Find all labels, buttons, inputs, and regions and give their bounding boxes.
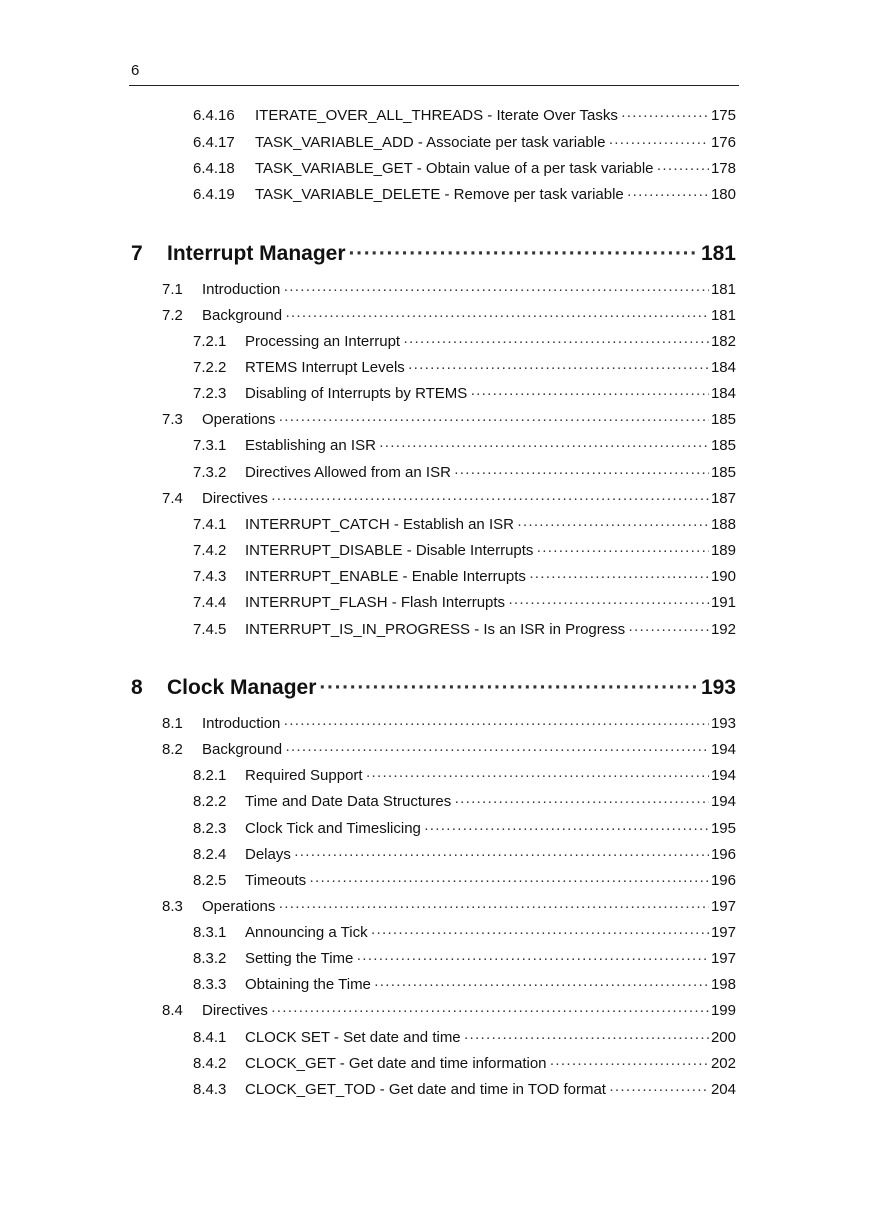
toc-entry-title: Directives Allowed from an ISR <box>245 464 451 481</box>
dot-leader <box>609 1081 709 1098</box>
toc-entry-number: 7 <box>131 242 143 265</box>
toc-entry-page: 202 <box>710 1055 736 1072</box>
toc-entry-title: Clock Manager <box>167 676 317 699</box>
toc-entry-title: Obtaining the Time <box>245 976 371 993</box>
toc-chapter-entry[interactable] <box>131 242 736 266</box>
dot-leader <box>283 281 709 298</box>
toc-entry-number: 7.2.3 <box>193 385 227 402</box>
toc-entry-number: 6.4.19 <box>193 186 235 203</box>
toc-entry-number: 8.3 <box>162 898 183 915</box>
dot-leader <box>278 411 709 428</box>
toc-entry-page: 194 <box>710 767 736 784</box>
dot-leader <box>271 490 709 507</box>
toc-subsection-entry[interactable] <box>193 621 736 638</box>
toc-entry-title: Disabling of Interrupts by RTEMS <box>245 385 468 402</box>
toc-entry-title: Background <box>202 741 283 758</box>
toc-section-entry[interactable] <box>162 281 736 298</box>
dot-leader <box>470 385 709 402</box>
toc-entry-number: 7.1 <box>162 281 183 298</box>
toc-subsection-entry[interactable] <box>193 160 736 177</box>
toc-entry-title: Background <box>202 307 283 324</box>
toc-entry-number: 8.2 <box>162 741 183 758</box>
toc-entry-title: Introduction <box>202 281 281 298</box>
toc-entry-title: CLOCK_GET_TOD - Get date and time in TOD format <box>245 1081 606 1098</box>
toc-entry-number: 8.1 <box>162 715 183 732</box>
toc-subsection-entry[interactable] <box>193 568 736 585</box>
toc-entry-number: 8 <box>131 676 143 699</box>
toc-entry-title: Setting the Time <box>245 950 354 967</box>
dot-leader <box>366 767 709 784</box>
toc-entry-page: 185 <box>710 411 736 428</box>
toc-entry-page: 196 <box>710 872 736 889</box>
toc-section-entry[interactable] <box>162 741 736 758</box>
toc-subsection-entry[interactable] <box>193 186 736 203</box>
toc-entry-page: 181 <box>700 242 736 265</box>
toc-entry-number: 8.3.1 <box>193 924 227 941</box>
toc-entry-number: 7.2 <box>162 307 183 324</box>
dot-leader <box>628 621 709 638</box>
toc-entry-title: INTERRUPT_CATCH - Establish an ISR <box>245 516 514 533</box>
toc-entry-page: 199 <box>710 1002 736 1019</box>
toc-entry-title: Timeouts <box>245 872 307 889</box>
toc-entry-title: Delays <box>245 846 291 863</box>
toc-entry-number: 8.4.2 <box>193 1055 227 1072</box>
toc-subsection-entry[interactable] <box>193 950 736 967</box>
toc-subsection-entry[interactable] <box>193 1029 736 1046</box>
dot-leader <box>371 924 709 941</box>
toc-subsection-entry[interactable] <box>193 542 736 559</box>
toc-entry-page: 188 <box>710 516 736 533</box>
toc-entry-title: TASK_VARIABLE_GET - Obtain value of a per task variable <box>255 160 654 177</box>
dot-leader <box>283 715 709 732</box>
toc-subsection-entry[interactable] <box>193 820 736 837</box>
toc-entry-number: 8.2.2 <box>193 793 227 810</box>
toc-entry-title: Announcing a Tick <box>245 924 368 941</box>
toc-entry-title: Directives <box>202 1002 268 1019</box>
dot-leader <box>536 542 709 559</box>
toc-subsection-entry[interactable] <box>193 107 736 124</box>
toc-chapter-entry[interactable] <box>131 676 736 700</box>
toc-section-entry[interactable] <box>162 1002 736 1019</box>
toc-entry-number: 6.4.16 <box>193 107 235 124</box>
toc-subsection-entry[interactable] <box>193 1081 736 1098</box>
toc-entry-title: Establishing an ISR <box>245 437 376 454</box>
toc-entry-title: Required Support <box>245 767 363 784</box>
toc-subsection-entry[interactable] <box>193 872 736 889</box>
toc-entry-page: 187 <box>710 490 736 507</box>
dot-leader <box>356 950 709 967</box>
dot-leader <box>464 1029 709 1046</box>
toc-entry-page: 185 <box>710 437 736 454</box>
toc-entry-number: 6.4.18 <box>193 160 235 177</box>
header-rule <box>129 85 739 86</box>
toc-entry-title: ITERATE_OVER_ALL_THREADS - Iterate Over Tasks <box>255 107 618 124</box>
toc-entry-title: Operations <box>202 898 276 915</box>
toc-section-entry[interactable] <box>162 715 736 732</box>
toc-entry-title: Time and Date Data Structures <box>245 793 452 810</box>
toc-entry-page: 184 <box>710 359 736 376</box>
toc-entry-number: 7.4 <box>162 490 183 507</box>
dot-leader <box>657 160 709 177</box>
toc-entry-page: 194 <box>710 741 736 758</box>
toc-subsection-entry[interactable] <box>193 437 736 454</box>
toc-entry-number: 8.3.2 <box>193 950 227 967</box>
toc-section-entry[interactable] <box>162 898 736 915</box>
dot-leader <box>319 676 699 700</box>
toc-entry-title: Processing an Interrupt <box>245 333 401 350</box>
toc-entry-number: 7.4.4 <box>193 594 227 611</box>
dot-leader <box>408 359 709 376</box>
toc-entry-title: CLOCK_GET - Get date and time information <box>245 1055 547 1072</box>
toc-entry-number: 7.4.2 <box>193 542 227 559</box>
toc-entry-title: CLOCK SET - Set date and time <box>245 1029 461 1046</box>
toc-entry-page: 193 <box>700 676 736 699</box>
toc-subsection-entry[interactable] <box>193 767 736 784</box>
dot-leader <box>529 568 709 585</box>
toc-entry-title: Introduction <box>202 715 281 732</box>
toc-entry-number: 8.4.1 <box>193 1029 227 1046</box>
toc-entry-page: 189 <box>710 542 736 559</box>
toc-entry-number: 7.3.2 <box>193 464 227 481</box>
toc-section-entry[interactable] <box>162 490 736 507</box>
toc-entry-title: INTERRUPT_IS_IN_PROGRESS - Is an ISR in Progress <box>245 621 626 638</box>
toc-entry-title: Interrupt Manager <box>167 242 346 265</box>
toc-entry-page: 197 <box>710 950 736 967</box>
dot-leader <box>294 846 709 863</box>
toc-entry-number: 7.3.1 <box>193 437 227 454</box>
toc-entry-title: Operations <box>202 411 276 428</box>
toc-section-entry[interactable] <box>162 411 736 428</box>
toc-entry-title: INTERRUPT_ENABLE - Enable Interrupts <box>245 568 526 585</box>
toc-entry-title: INTERRUPT_FLASH - Flash Interrupts <box>245 594 506 611</box>
toc-entry-page: 204 <box>710 1081 736 1098</box>
toc-entry-number: 8.2.3 <box>193 820 227 837</box>
toc-subsection-entry[interactable] <box>193 846 736 863</box>
toc-entry-page: 184 <box>710 385 736 402</box>
dot-leader <box>627 186 709 203</box>
dot-leader <box>550 1055 709 1072</box>
toc-subsection-entry[interactable] <box>193 976 736 993</box>
toc-entry-number: 7.4.5 <box>193 621 227 638</box>
dot-leader <box>349 242 699 266</box>
toc-subsection-entry[interactable] <box>193 1055 736 1072</box>
toc-subsection-entry[interactable] <box>193 924 736 941</box>
toc-entry-number: 8.4 <box>162 1002 183 1019</box>
dot-leader <box>424 820 709 837</box>
toc-entry-title: INTERRUPT_DISABLE - Disable Interrupts <box>245 542 534 559</box>
dot-leader <box>621 107 709 124</box>
toc-subsection-entry[interactable] <box>193 464 736 481</box>
toc-entry-page: 178 <box>710 160 736 177</box>
toc-entry-title: TASK_VARIABLE_DELETE - Remove per task variable <box>255 186 624 203</box>
toc-entry-page: 176 <box>710 134 736 151</box>
toc-entry-title: Directives <box>202 490 268 507</box>
dot-leader <box>454 464 709 481</box>
toc-subsection-entry[interactable] <box>193 516 736 533</box>
toc-entry-page: 194 <box>710 793 736 810</box>
toc-subsection-entry[interactable] <box>193 359 736 376</box>
toc-entry-number: 8.3.3 <box>193 976 227 993</box>
toc-subsection-entry[interactable] <box>193 793 736 810</box>
dot-leader <box>374 976 709 993</box>
toc-entry-page: 195 <box>710 820 736 837</box>
toc-subsection-entry[interactable] <box>193 385 736 402</box>
dot-leader <box>285 741 709 758</box>
dot-leader <box>285 307 709 324</box>
toc-entry-number: 8.2.1 <box>193 767 227 784</box>
dot-leader <box>608 134 709 151</box>
toc-entry-number: 8.2.5 <box>193 872 227 889</box>
toc-entry-number: 8.4.3 <box>193 1081 227 1098</box>
toc-subsection-entry[interactable] <box>193 333 736 350</box>
toc-entry-page: 200 <box>710 1029 736 1046</box>
toc-subsection-entry[interactable] <box>193 134 736 151</box>
toc-entry-number: 6.4.17 <box>193 134 235 151</box>
toc-entry-page: 197 <box>710 924 736 941</box>
toc-entry-page: 185 <box>710 464 736 481</box>
toc-entry-number: 7.3 <box>162 411 183 428</box>
toc-entry-title: Clock Tick and Timeslicing <box>245 820 421 837</box>
toc-entry-page: 180 <box>710 186 736 203</box>
toc-entry-page: 196 <box>710 846 736 863</box>
toc-entry-title: RTEMS Interrupt Levels <box>245 359 405 376</box>
toc-entry-page: 197 <box>710 898 736 915</box>
toc-entry-number: 7.2.1 <box>193 333 227 350</box>
toc-entry-number: 7.4.1 <box>193 516 227 533</box>
toc-entry-page: 190 <box>710 568 736 585</box>
toc-entry-number: 7.4.3 <box>193 568 227 585</box>
toc-entry-page: 175 <box>710 107 736 124</box>
toc-entry-page: 181 <box>710 307 736 324</box>
dot-leader <box>454 793 709 810</box>
dot-leader <box>271 1002 709 1019</box>
dot-leader <box>403 333 709 350</box>
page-number: 6 <box>131 62 140 79</box>
toc-entry-page: 192 <box>710 621 736 638</box>
toc-entry-page: 191 <box>710 594 736 611</box>
toc-entry-number: 7.2.2 <box>193 359 227 376</box>
toc-entry-title: TASK_VARIABLE_ADD - Associate per task variable <box>255 134 606 151</box>
dot-leader <box>379 437 709 454</box>
toc-entry-page: 181 <box>710 281 736 298</box>
toc-subsection-entry[interactable] <box>193 594 736 611</box>
toc-entry-page: 193 <box>710 715 736 732</box>
toc-section-entry[interactable] <box>162 307 736 324</box>
dot-leader <box>508 594 709 611</box>
toc-entry-number: 8.2.4 <box>193 846 227 863</box>
toc-entry-page: 198 <box>710 976 736 993</box>
dot-leader <box>517 516 709 533</box>
dot-leader <box>309 872 709 889</box>
dot-leader <box>278 898 709 915</box>
toc-entry-page: 182 <box>710 333 736 350</box>
